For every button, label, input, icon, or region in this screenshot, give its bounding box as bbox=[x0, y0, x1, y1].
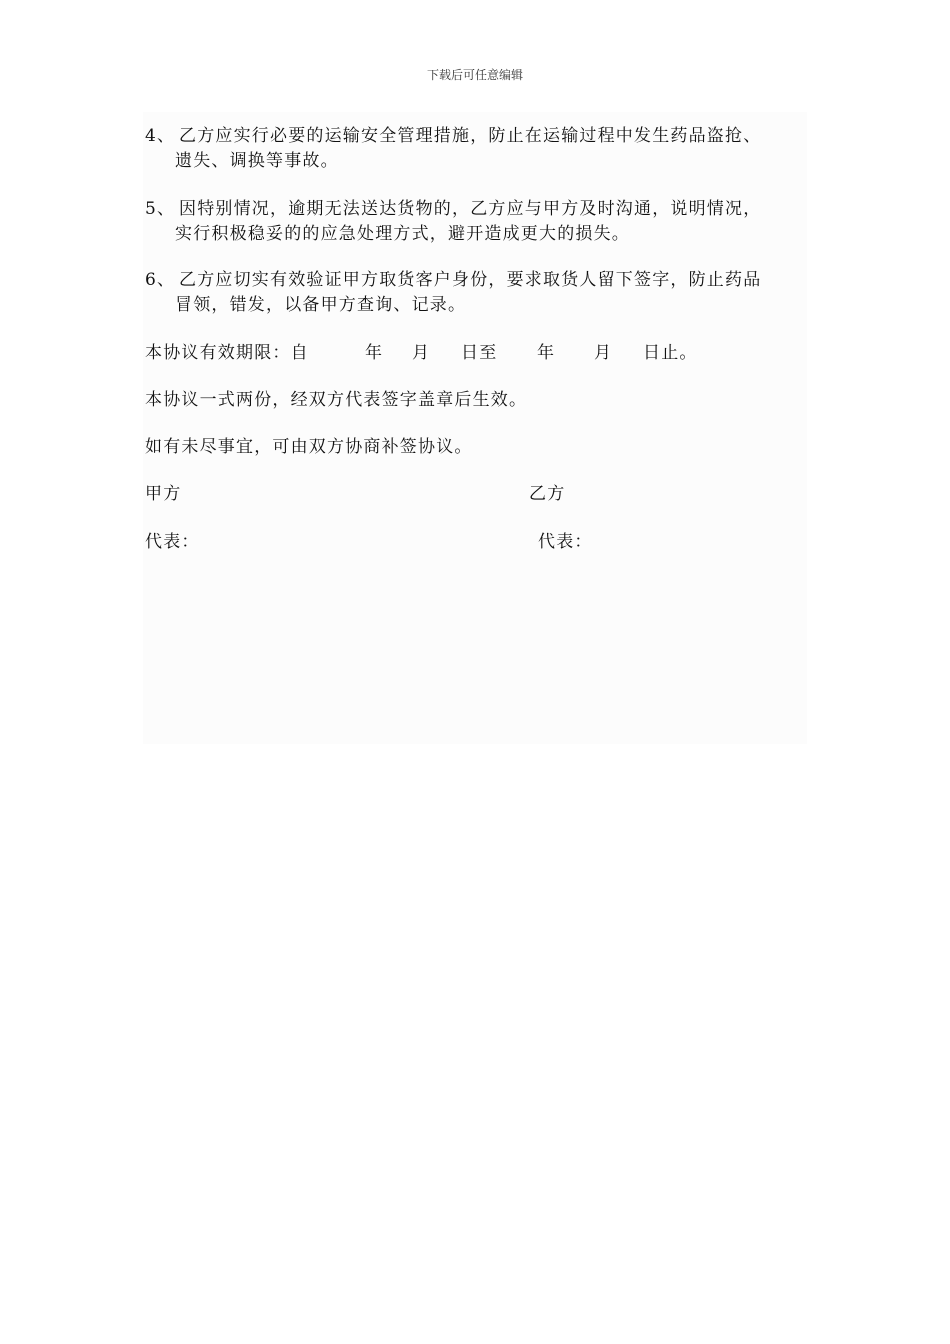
term-month-start: 月 bbox=[412, 343, 431, 363]
term-day-end: 日止。 bbox=[643, 343, 698, 363]
clause-text-line2: 实行积极稳妥的的应急处理方式，避开造成更大的损失。 bbox=[175, 224, 630, 244]
term-year-start: 年 bbox=[365, 343, 384, 363]
party-b-label: 乙方 bbox=[529, 484, 566, 504]
party-b-representative: 代表： bbox=[538, 532, 593, 552]
clause-number: 6、 bbox=[145, 270, 176, 290]
clause-text-line2: 遗失、调换等事故。 bbox=[175, 151, 339, 171]
clause-number: 5、 bbox=[145, 199, 176, 219]
clause-text-line1: 因特别情况，逾期无法送达货物的，乙方应与甲方及时沟通，说明情况， bbox=[179, 199, 762, 219]
clause-4 bbox=[145, 124, 795, 174]
clause-5 bbox=[145, 197, 795, 247]
term-label: 本协议有效期限：自 bbox=[145, 343, 309, 363]
clause-number: 4、 bbox=[145, 126, 176, 146]
supplement-statement: 如有未尽事宜，可由双方协商补签协议。 bbox=[145, 437, 473, 457]
term-year-end: 年 bbox=[537, 343, 556, 363]
clause-text-line2: 冒领，错发，以备甲方查询、记录。 bbox=[175, 295, 467, 315]
page-header: 下载后可任意编辑 bbox=[426, 68, 523, 82]
party-a-representative: 代表： bbox=[145, 532, 200, 552]
copies-statement: 本协议一式两份，经双方代表签字盖章后生效。 bbox=[145, 390, 528, 410]
clause-6 bbox=[145, 268, 795, 318]
validity-term bbox=[145, 341, 795, 366]
clause-text-line1: 乙方应切实有效验证甲方取货客户身份，要求取货人留下签字，防止药品 bbox=[179, 270, 762, 290]
party-a-label: 甲方 bbox=[145, 484, 182, 504]
clause-text-line1: 乙方应实行必要的运输安全管理措施，防止在运输过程中发生药品盗抢、 bbox=[179, 126, 762, 146]
term-day-to: 日至 bbox=[461, 343, 498, 363]
term-month-end: 月 bbox=[594, 343, 613, 363]
